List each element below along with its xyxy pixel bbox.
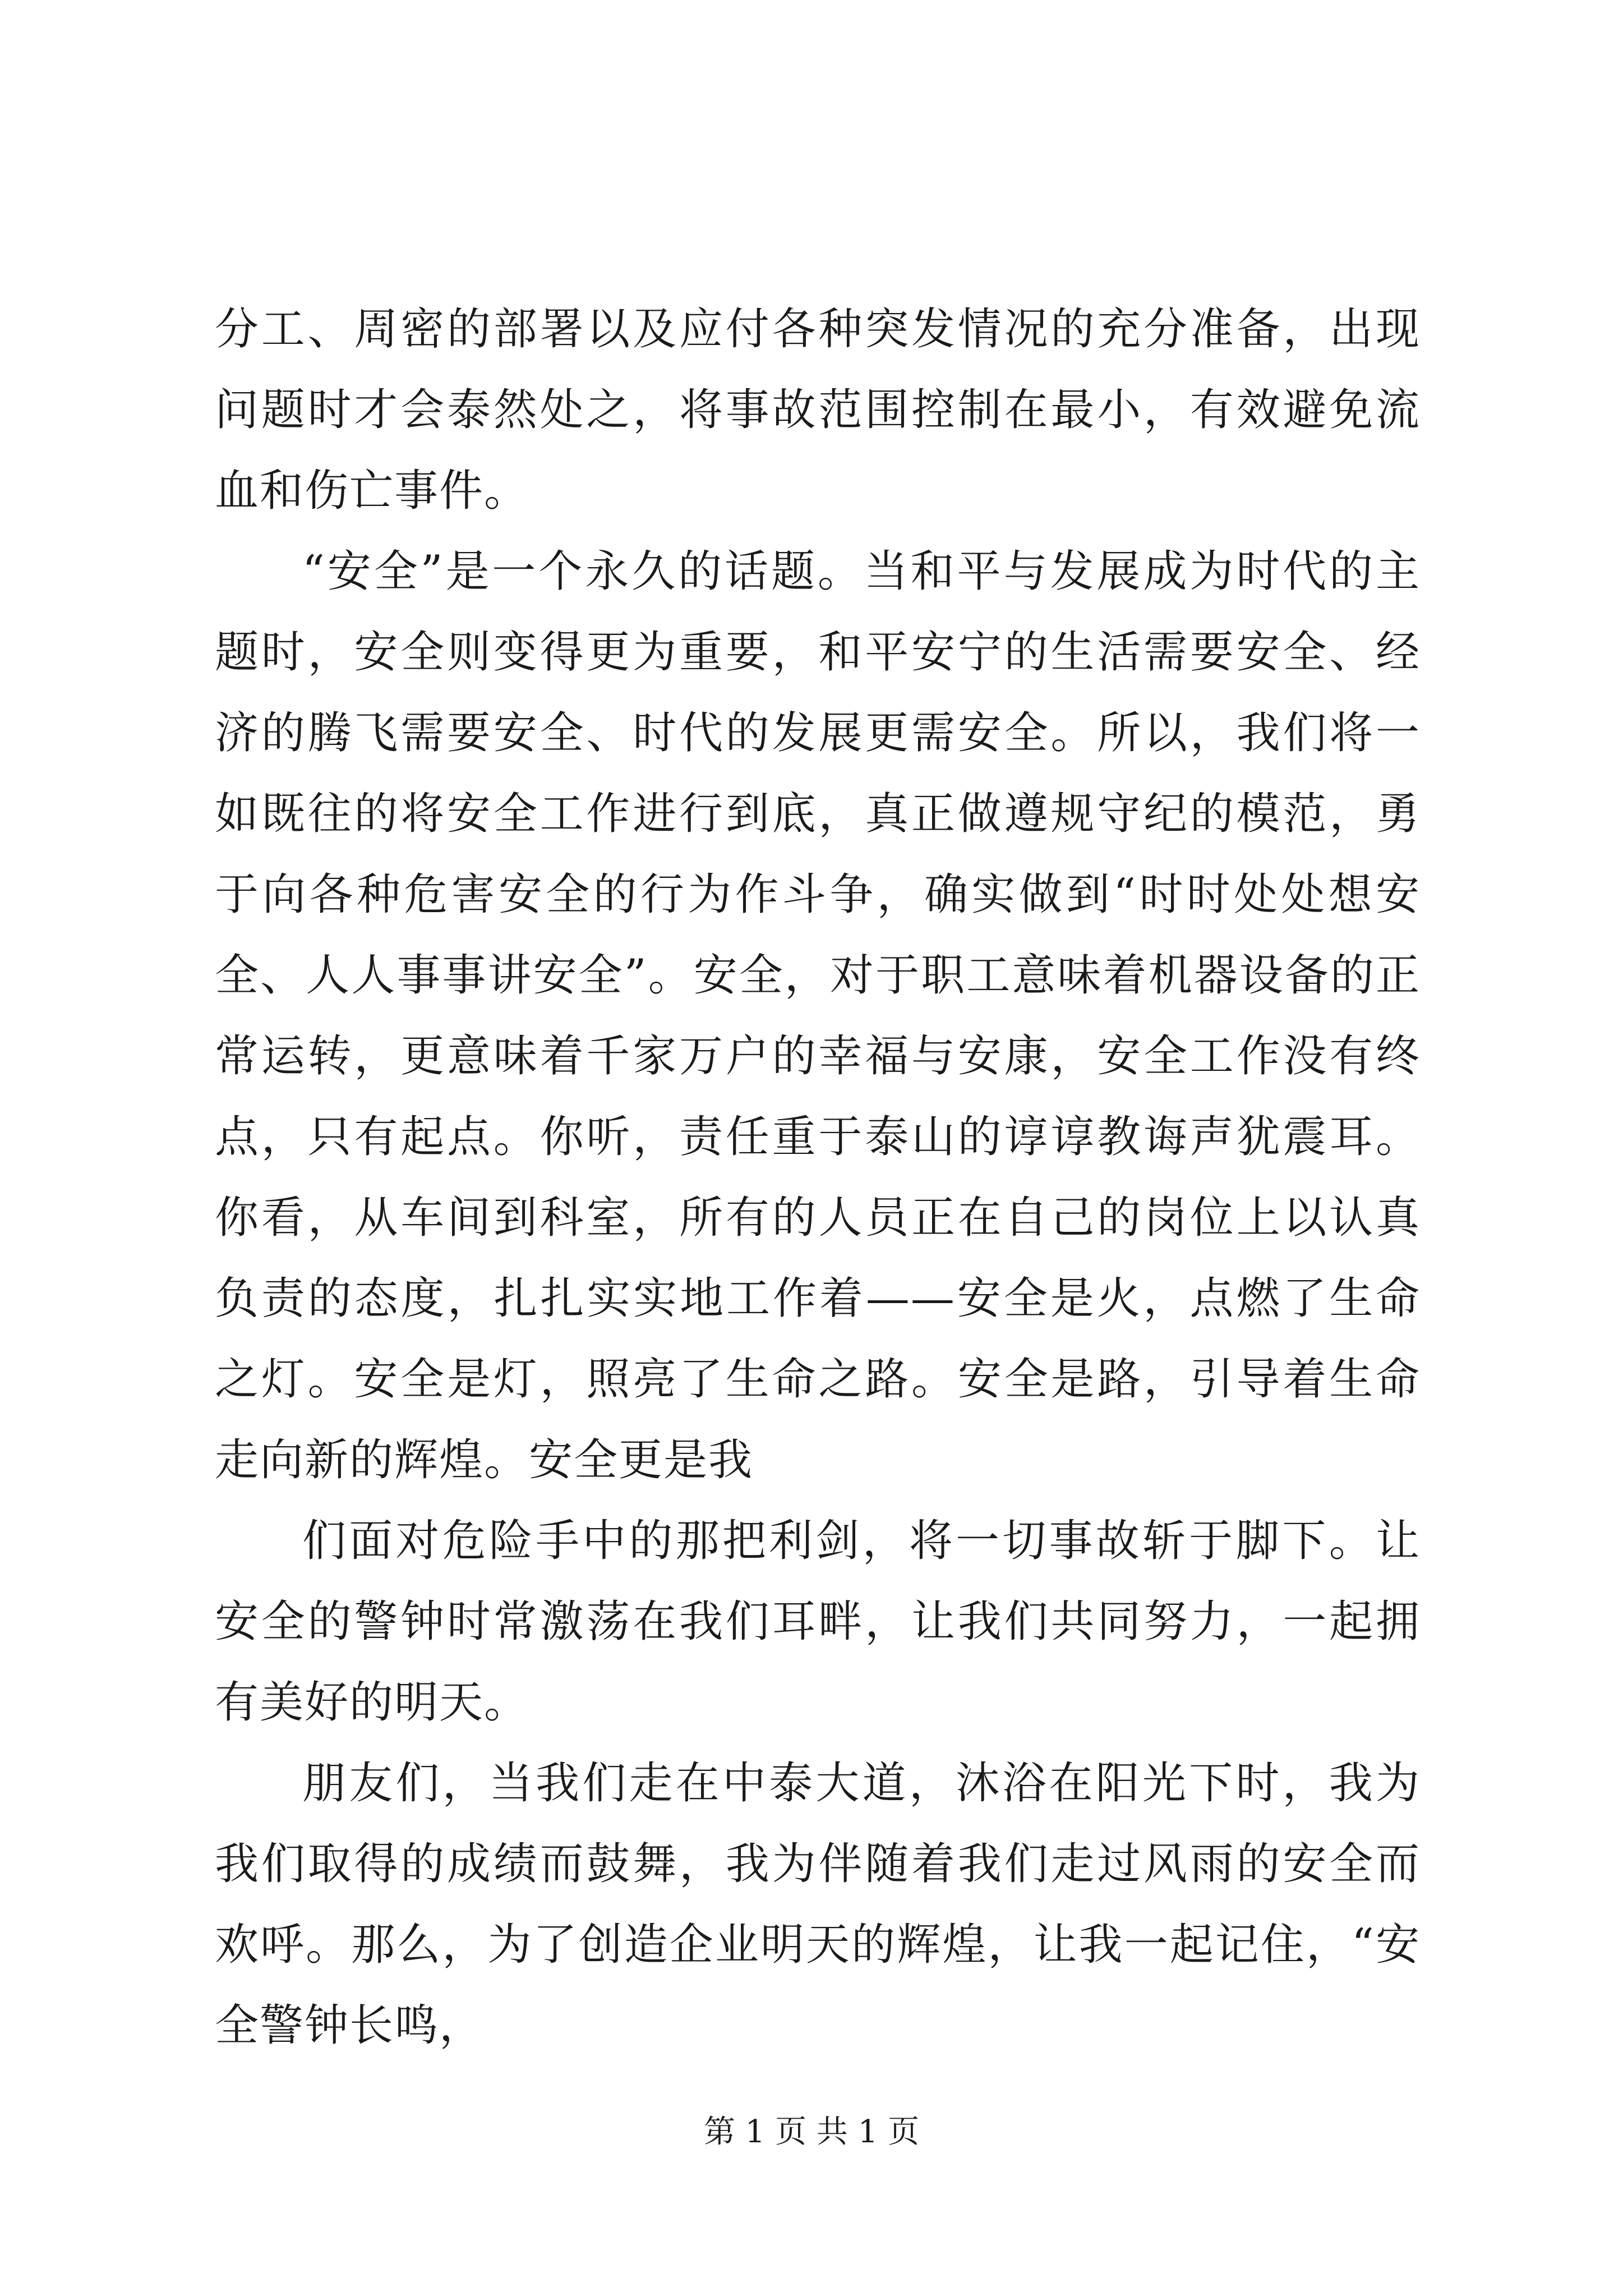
- page-number-footer: 第 1 页 共 1 页: [703, 2114, 920, 2150]
- paragraph-2: “安全”是一个永久的话题。当和平与发展成为时代的主题时，安全则变得更为重要，和平安宁的生活需要安全、经济的腾飞需要安全、时代的发展更需安全。所以，我们将一如既往的将安全工作进行到底，真正做遵规守纪的模范，勇于向各种危害安全的行为作斗争，确实做到“时时处处想安全、人人事事讲安全”。安全，对于职工意味着机器设备的正常运转，更意味着千家万户的幸福与安康，安全工作没有终点，只有起点。你听，责任重于泰山的谆谆教诲声犹震耳。你看，从车间到科室，所有的人员正在自己的岗位上以认真负责的态度，扎扎实实地工作着——安全是火，点燃了生命之灯。安全是灯，照亮了生命之路。安全是路，引导着生命走向新的辉煌。安全更是我: [215, 546, 1421, 1485]
- paragraph-4: 朋友们，当我们走在中泰大道，沐浴在阳光下时，我为我们取得的成绩而鼓舞，我为伴随着我们走过风雨的安全而欢呼。那么，为了创造企业明天的辉煌，让我一起记住，“安全警钟长鸣，: [215, 1758, 1421, 2051]
- paragraph-3: 们面对危险手中的那把利剑，将一切事故斩于脚下。让安全的警钟时常激荡在我们耳畔，让我们共同努力，一起拥有美好的明天。: [215, 1516, 1421, 1728]
- paragraph-1: 分工、周密的部署以及应付各种突发情况的充分准备，出现问题时才会泰然处之，将事故范围控制在最小，有效避免流血和伤亡事件。: [215, 304, 1421, 516]
- document-body: [215, 289, 1421, 2066]
